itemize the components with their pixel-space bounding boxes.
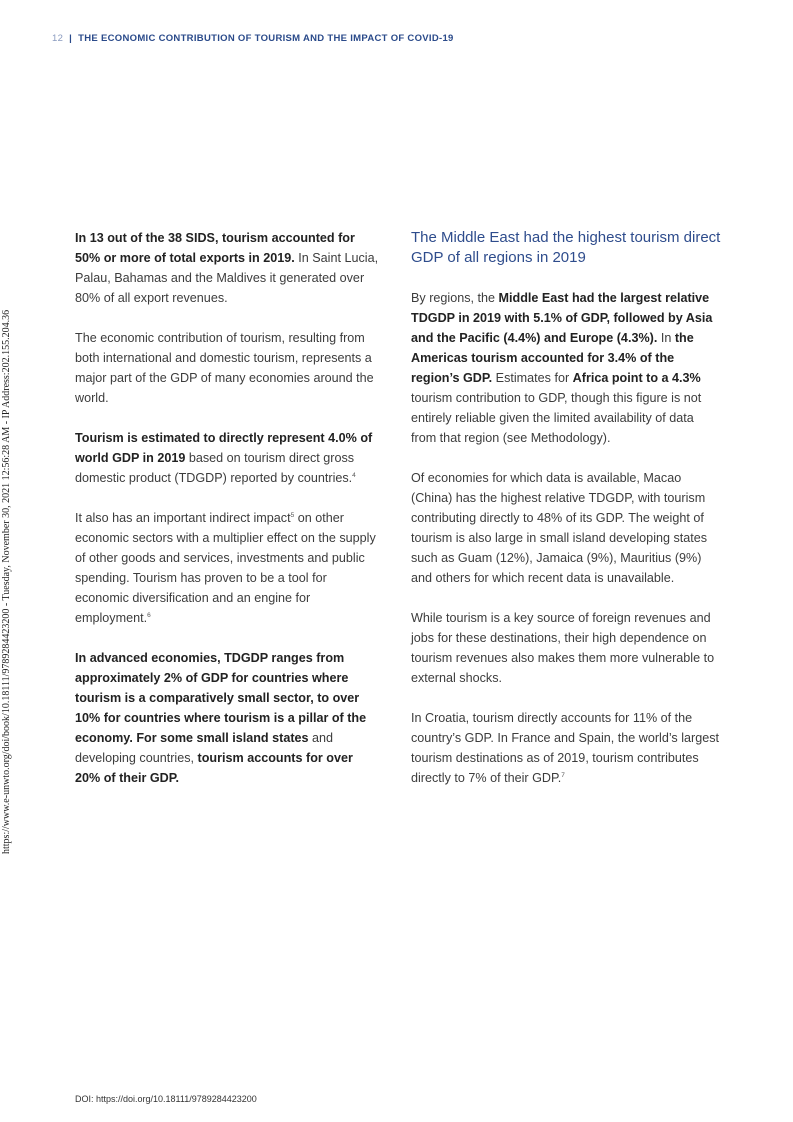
bold-text: tourism accounts for over 20% of their GDP. (75, 751, 353, 785)
side-watermark-url: https://www.e-unwto.org/doi/book/10.18111/9789284423200 - Tuesday, November 30, 2021 12:56:28 AM - IP Address:202.155.204.36 (1, 309, 12, 854)
paragraph-regions (411, 288, 721, 448)
section-heading: The Middle East had the highest tourism direct GDP of all regions in 2019 (411, 229, 721, 266)
bold-text: the Americas tourism accounted for 3.4% of the region’s GDP. (411, 331, 694, 385)
paragraph-world-gdp (75, 428, 381, 488)
paragraph-vulnerability (411, 608, 721, 688)
left-column (75, 228, 381, 808)
doi-footer[interactable]: DOI: https://doi.org/10.18111/9789284423200 (75, 1094, 257, 1104)
paragraph-macao (411, 468, 721, 588)
body-text: In Saint Lucia, Palau, Bahamas and the Maldives it generated over 80% of all export revenues. (75, 251, 379, 305)
body-text: By regions, the (411, 291, 499, 305)
body-text: and developing countries, (75, 731, 334, 765)
body-text: Of economies for which data is available, Macao (China) has the highest relative TDGDP, with tourism contributing directly to 48% of its GDP. The weight of tourism is also large in small island developing states such as Guam (12%), Jamaica (9%), Mauritius (9%) and others for which recent data is unavailable. (411, 471, 708, 585)
bold-text: Africa point to a 4.3% (572, 371, 701, 385)
paragraph-croatia (411, 708, 721, 788)
header-separator: | (69, 33, 73, 44)
footnote-ref-6[interactable]: 6 (147, 612, 151, 619)
body-text: The economic contribution of tourism, resulting from both international and domestic tourism, represents a major part of the GDP of many economies around the world. (75, 331, 374, 405)
bold-text: Middle East had the largest relative TDGDP in 2019 with 5.1% of GDP, followed by Asia and the Pacific (4.4%) and Europe (4.3%). (411, 291, 713, 345)
body-text: on other economic sectors with a multiplier effect on the supply of other goods and services, investments and public spending. Tourism has proven to be a tool for economic diversification and an engine for employment. (75, 511, 376, 625)
page-number: 12 (52, 33, 64, 44)
paragraph-advanced-economies (75, 648, 381, 788)
right-column (411, 228, 721, 808)
bold-text: Tourism is estimated to directly represent 4.0% of world GDP in 2019 (75, 431, 373, 465)
running-title: THE ECONOMIC CONTRIBUTION OF TOURISM AND THE IMPACT OF COVID-19 (78, 33, 454, 44)
body-text: In (657, 331, 675, 345)
paragraph-sids-exports (75, 228, 381, 308)
body-text: While tourism is a key source of foreign revenues and jobs for these destinations, their high dependence on tourism revenues also makes them more vulnerable to external shocks. (411, 611, 715, 685)
body-text: tourism contribution to GDP, though this figure is not entirely reliable given the limited availability of data from that region (see Methodology). (411, 391, 702, 445)
footnote-ref-7[interactable]: 7 (561, 772, 565, 779)
body-text: It also has an important indirect impact (75, 511, 291, 525)
footnote-ref-4[interactable]: 4 (352, 472, 356, 479)
paragraph-economic-contribution (75, 328, 381, 408)
body-text: based on tourism direct gross domestic product (TDGDP) reported by countries. (75, 451, 355, 485)
bold-text: In 13 out of the 38 SIDS, tourism accounted for 50% or more of total exports in 2019. (75, 231, 355, 265)
paragraph-indirect-impact (75, 508, 381, 628)
body-text: Estimates for (492, 371, 573, 385)
body-text: In Croatia, tourism directly accounts for 11% of the country’s GDP. In France and Spain, the world’s largest tourism destinations as of 2019, tourism contributes directly to 7% of their GDP. (411, 711, 720, 785)
bold-text: In advanced economies, TDGDP ranges from approximately 2% of GDP for countries where tourism is a comparatively small sector, to over 10% for countries where tourism is a pillar of the economy. For some small island states (75, 651, 367, 745)
running-header (52, 33, 454, 44)
footnote-ref-5[interactable]: 5 (290, 512, 295, 519)
